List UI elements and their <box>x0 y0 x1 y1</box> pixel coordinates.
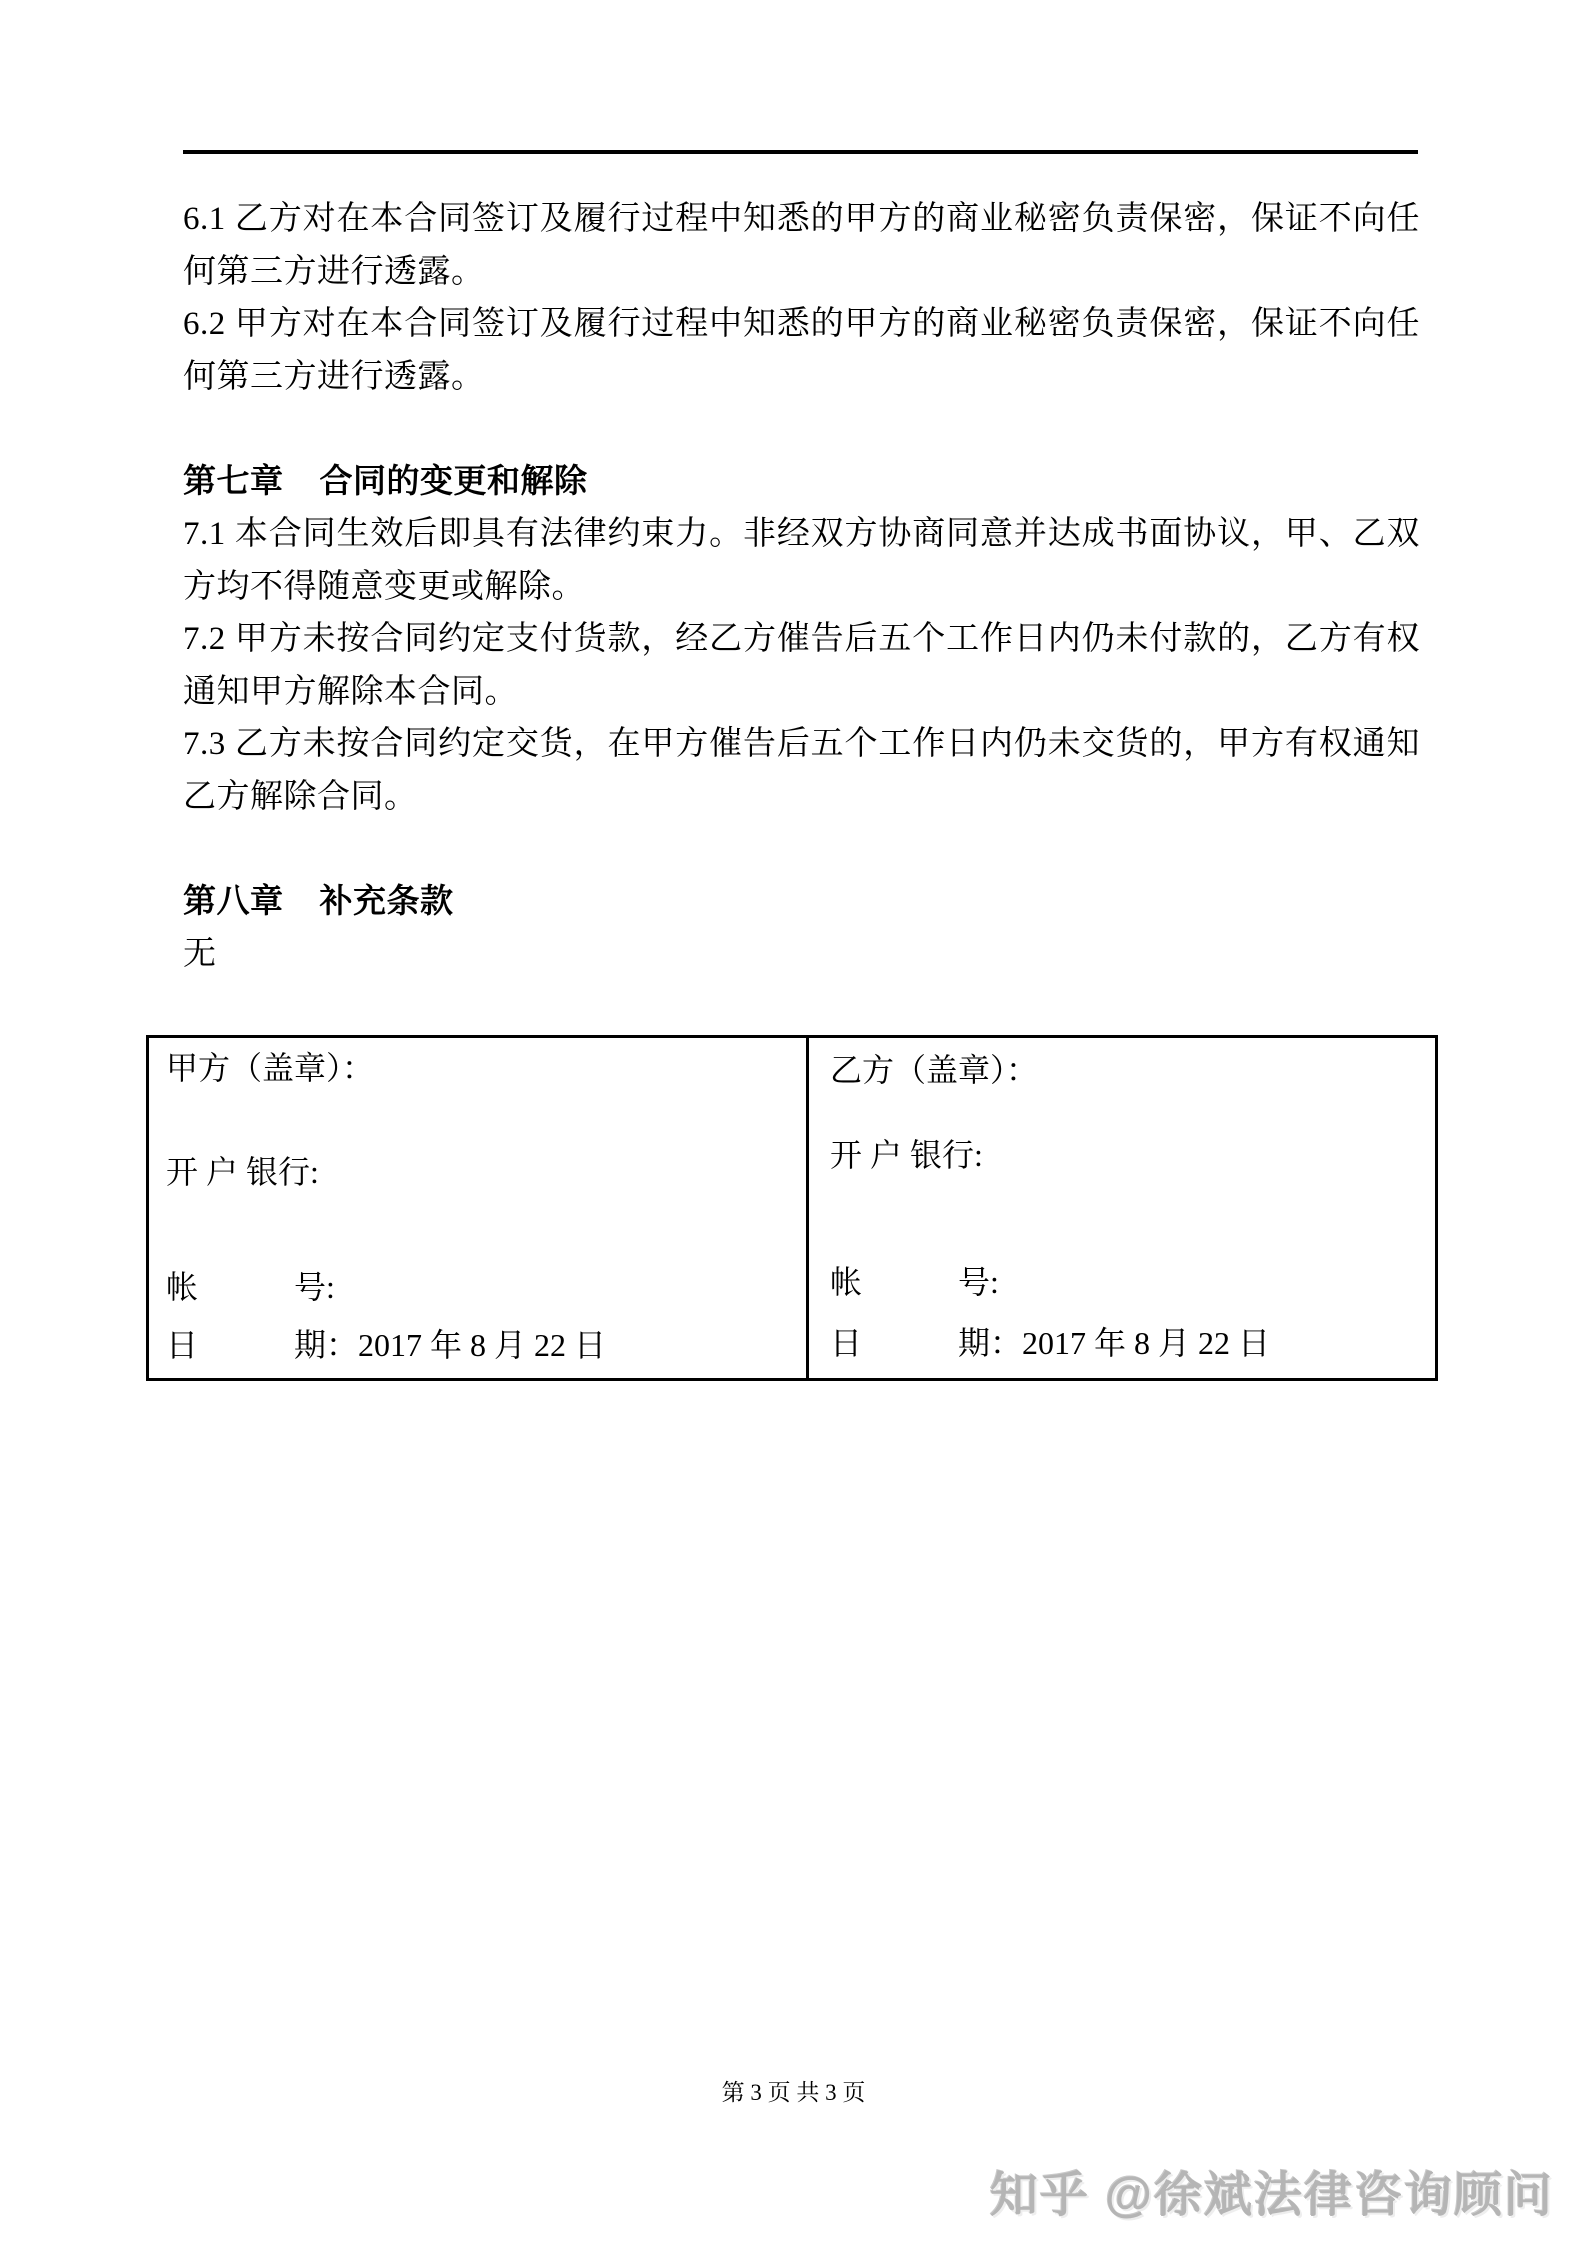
spacer <box>183 823 1420 876</box>
party-b-cell <box>809 1038 1435 1378</box>
chapter-8-heading <box>183 876 1420 929</box>
party-b-account-line: 帐 号: <box>830 1264 999 1300</box>
page-number-footer: 第 3 页 共 3 页 <box>721 2080 866 2105</box>
party-a-seal-line: 甲方（盖章）： <box>166 1050 375 1086</box>
party-b-bank-line: 开 户 银行: <box>830 1137 983 1173</box>
chapter-8-title: 补充条款 <box>319 883 454 920</box>
party-a-account-line: 帐 号: <box>166 1269 335 1305</box>
party-a-cell <box>149 1038 809 1378</box>
party-a-bank-line: 开 户 银行: <box>166 1154 319 1190</box>
signature-table <box>146 1035 1438 1381</box>
spacer <box>183 403 1420 456</box>
contract-body <box>183 193 1420 981</box>
clause-7-1: 7.1 本合同生效后即具有法律约束力。非经双方协商同意并达成书面协议，甲、乙双方均不得随意变更或解除。 <box>183 516 1420 605</box>
clause-6-2: 6.2 甲方对在本合同签订及履行过程中知悉的甲方的商业秘密负责保密，保证不向任何第三方进行透露。 <box>183 306 1420 395</box>
chapter-8-number: 第八章 <box>183 883 284 920</box>
supplement-none-text: 无 <box>183 936 217 972</box>
clause-7-3: 7.3 乙方未按合同约定交货，在甲方催告后五个工作日内仍未交货的，甲方有权通知乙方解除合同。 <box>183 726 1420 815</box>
header-divider <box>183 150 1418 154</box>
clause-7-2: 7.2 甲方未按合同约定支付货款，经乙方催告后五个工作日内仍未付款的，乙方有权通知甲方解除本合同。 <box>183 621 1420 710</box>
watermark: 知乎 @徐斌法律咨询顾问 <box>989 2169 1554 2222</box>
chapter-7-heading <box>183 456 1420 509</box>
party-a-date-line: 日 期：2017 年 8 月 22 日 <box>166 1327 607 1363</box>
chapter-7-title: 合同的变更和解除 <box>319 463 588 500</box>
party-b-seal-line: 乙方（盖章）： <box>830 1052 1039 1088</box>
clause-6-1: 6.1 乙方对在本合同签订及履行过程中知悉的甲方的商业秘密负责保密，保证不向任何第三方进行透露。 <box>183 201 1420 290</box>
party-b-date-line: 日 期：2017 年 8 月 22 日 <box>830 1325 1271 1361</box>
chapter-7-number: 第七章 <box>183 463 284 500</box>
